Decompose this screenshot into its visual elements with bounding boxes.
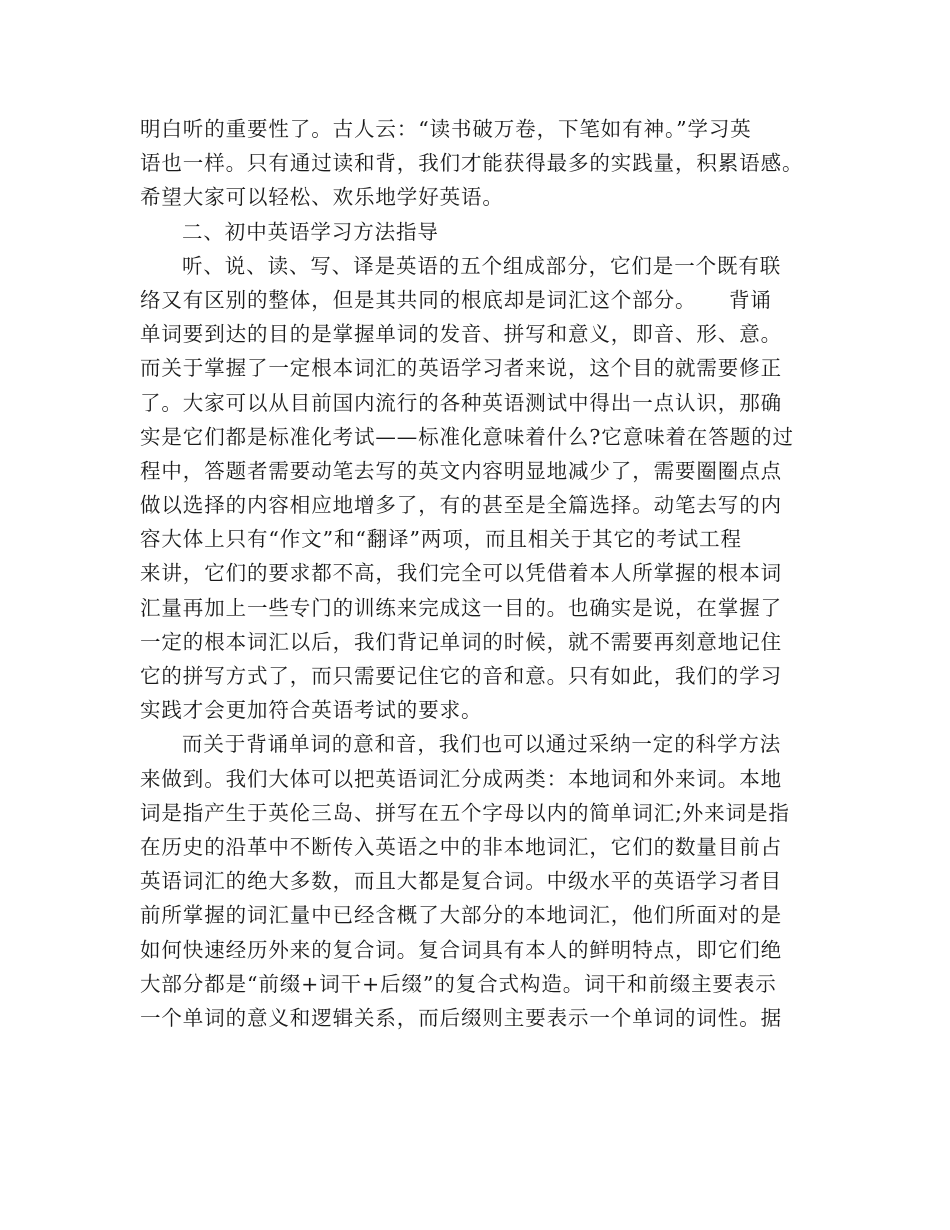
text-line: 听、说、读、写、译是英语的五个组成部分，它们是一个既有联 [182,253,782,278]
text-line: 前所掌握的词汇量中已经含概了大部分的本地词汇，他们所面对的是 [140,903,782,928]
text-line: 容大体上只有“作文”和“翻译”两项，而且相关于其它的考试工程 [140,527,742,552]
text-line: 一定的根本词汇以后，我们背记单词的时候，就不需要再刻意地记住 [140,629,782,654]
text-line: 而关于背诵单词的意和音，我们也可以通过采纳一定的科学方法 [182,732,782,757]
text-line: 实是它们都是标准化考试——标准化意味着什么?它意味着在答题的过 [140,424,794,449]
section-heading: 二、初中英语学习方法指导 [182,219,439,244]
text-line: 来讲，它们的要求都不高，我们完全可以凭借着本人所掌握的根本词 [140,561,782,586]
text-line: 如何快速经历外来的复合词。复合词具有本人的鲜明特点，即它们绝 [140,937,782,962]
body-text [140,112,820,1035]
text-line: 来做到。我们大体可以把英语词汇分成两类：本地词和外来词。本地 [140,766,782,791]
text-line: 它的拼写方式了，而只需要记住它的音和意。只有如此，我们的学习 [140,664,782,688]
text-line: 实践才会更加符合英语考试的要求。 [140,698,483,723]
text-line: 大部分都是“前缀+词干+后缀”的复合式构造。词干和前缀主要表示 [140,971,777,996]
text-line: 了。大家可以从目前国内流行的各种英语测试中得出一点认识，那确 [140,390,782,415]
text-line: 希望大家可以轻松、欢乐地学好英语。 [140,185,504,210]
text-line: 英语词汇的绝大多数，而且大都是复合词。中级水平的英语学习者目 [140,869,782,894]
text-line: 在历史的沿革中不断传入英语之中的非本地词汇，它们的数量目前占 [140,834,782,859]
text-line: 一个单词的意义和逻辑关系，而后缀则主要表示一个单词的词性。据 [140,1005,782,1030]
text-line: 单词要到达的目的是掌握单词的发音、拼写和意义，即音、形、意。 [140,322,782,347]
text-line: 明白听的重要性了。古人云：“读书破万卷，下笔如有神。”学习英 [140,117,752,141]
text-line: 语也一样。只有通过读和背，我们才能获得最多的实践量，积累语感。 [140,151,804,176]
text-line: 汇量再加上一些专门的训练来完成这一目的。也确实是说，在掌握了 [140,595,782,620]
text-line: 络又有区别的整体，但是其共同的根底却是词汇这个部分。 背诵 [140,287,772,312]
text-line: 做以选择的内容相应地增多了，有的甚至是全篇选择。动笔去写的内 [140,493,782,518]
text-line: 而关于掌握了一定根本词汇的英语学习者来说，这个目的就需要修正 [140,356,782,381]
text-line: 词是指产生于英伦三岛、拼写在五个字母以内的简单词汇;外来词是指 [140,800,790,825]
text-line: 程中，答题者需要动笔去写的英文内容明显地减少了，需要圈圈点点 [140,458,782,483]
